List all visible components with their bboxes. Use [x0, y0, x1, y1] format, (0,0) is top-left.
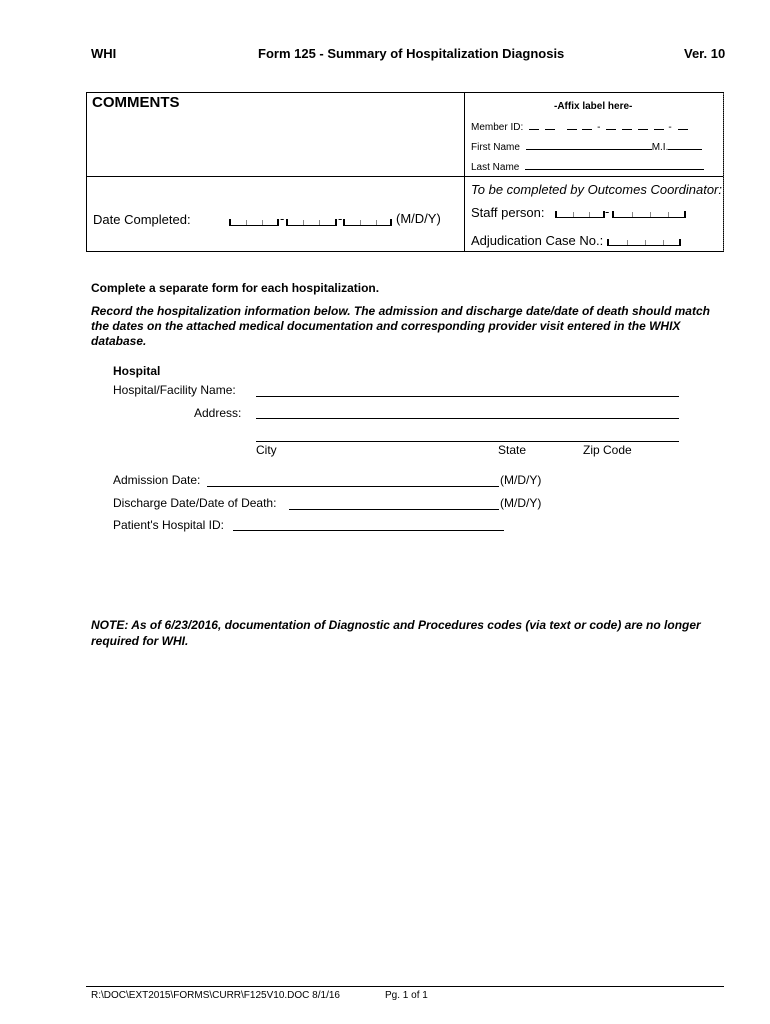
discharge-date-field[interactable]: [289, 509, 499, 510]
admission-date-format: (M/D/Y): [500, 473, 542, 487]
city-state-zip-field[interactable]: [256, 441, 679, 442]
adjudication-label: Adjudication Case No.:: [471, 233, 604, 248]
comments-title: COMMENTS: [92, 94, 180, 111]
first-name-label: First Name: [471, 142, 520, 153]
facility-name-field[interactable]: [256, 396, 679, 397]
comments-area[interactable]: [90, 116, 460, 172]
header-org: WHI: [91, 46, 117, 61]
box-divider-horizontal: [86, 176, 724, 177]
date-dash-1: -: [280, 211, 285, 226]
patient-id-field[interactable]: [233, 530, 504, 531]
address-label: Address:: [194, 406, 242, 420]
date-format-hint: (M/D/Y): [396, 211, 441, 226]
staff-person-field-2[interactable]: [612, 211, 686, 218]
discharge-date-format: (M/D/Y): [500, 496, 542, 510]
admission-date-label: Admission Date:: [113, 473, 201, 487]
note-text: ocumentation of Diagnostic and Procedures codes (via text or code) are no longer required for WHI.: [91, 618, 701, 648]
footer-file-path: R:\DOC\EXT2015\FORMS\CURR\F125V10.DOC 8/1/16: [91, 990, 340, 1001]
first-name-row: [471, 142, 702, 153]
instruction-separate-form: Complete a separate form for each hospitalization.: [91, 281, 380, 295]
coordinator-title: To be completed by Outcomes Coordinator:: [471, 182, 722, 197]
form-version: Ver. 10: [684, 46, 726, 61]
affix-label-text: -Affix label here-: [554, 101, 633, 112]
first-name-field[interactable]: [526, 149, 652, 150]
city-label: City: [256, 443, 277, 457]
note-prefix: NOTE: As of 6/23/2016, d: [91, 618, 232, 632]
documentation-note: [91, 617, 721, 649]
date-completed-label: Date Completed:: [93, 212, 191, 227]
last-name-label: Last Name: [471, 162, 520, 173]
last-name-field[interactable]: [525, 169, 704, 170]
address-field[interactable]: [256, 418, 679, 419]
mi-label: M.I.: [651, 142, 669, 153]
facility-name-label: Hospital/Facility Name:: [113, 383, 236, 397]
patient-id-label: Patient's Hospital ID:: [113, 518, 225, 532]
date-day-field[interactable]: [286, 219, 337, 226]
staff-dash: -: [605, 204, 610, 219]
hospital-heading: Hospital: [113, 364, 161, 378]
form-title: Form 125 - Summary of Hospitalization Diagnosis: [258, 46, 565, 61]
admission-date-field[interactable]: [207, 486, 499, 487]
member-id-row: Member ID: - -: [471, 122, 688, 133]
adjudication-case-field[interactable]: [607, 239, 681, 246]
box-dotted-edge: [723, 93, 724, 251]
staff-person-field-1[interactable]: [555, 211, 605, 218]
staff-person-label: Staff person:: [471, 205, 545, 220]
date-year-field[interactable]: [343, 219, 392, 226]
state-label: State: [498, 443, 527, 457]
zip-code-label: Zip Code: [583, 443, 632, 457]
last-name-row: [471, 162, 704, 173]
date-dash-2: -: [338, 211, 343, 226]
member-id-label: Member ID:: [471, 122, 524, 133]
box-divider-vertical: [464, 92, 465, 252]
footer-rule: [86, 986, 724, 987]
footer-page-number: Pg. 1 of 1: [385, 990, 428, 1001]
mi-field[interactable]: [668, 149, 702, 150]
date-month-field[interactable]: [229, 219, 279, 226]
discharge-date-label: Discharge Date/Date of Death:: [113, 496, 277, 510]
instruction-record-info: Record the hospitalization information below. The admission and discharge date/date of death should match the dates on the attached medical documentation and corresponding provider visit entered in the WHIX database.: [91, 304, 710, 348]
